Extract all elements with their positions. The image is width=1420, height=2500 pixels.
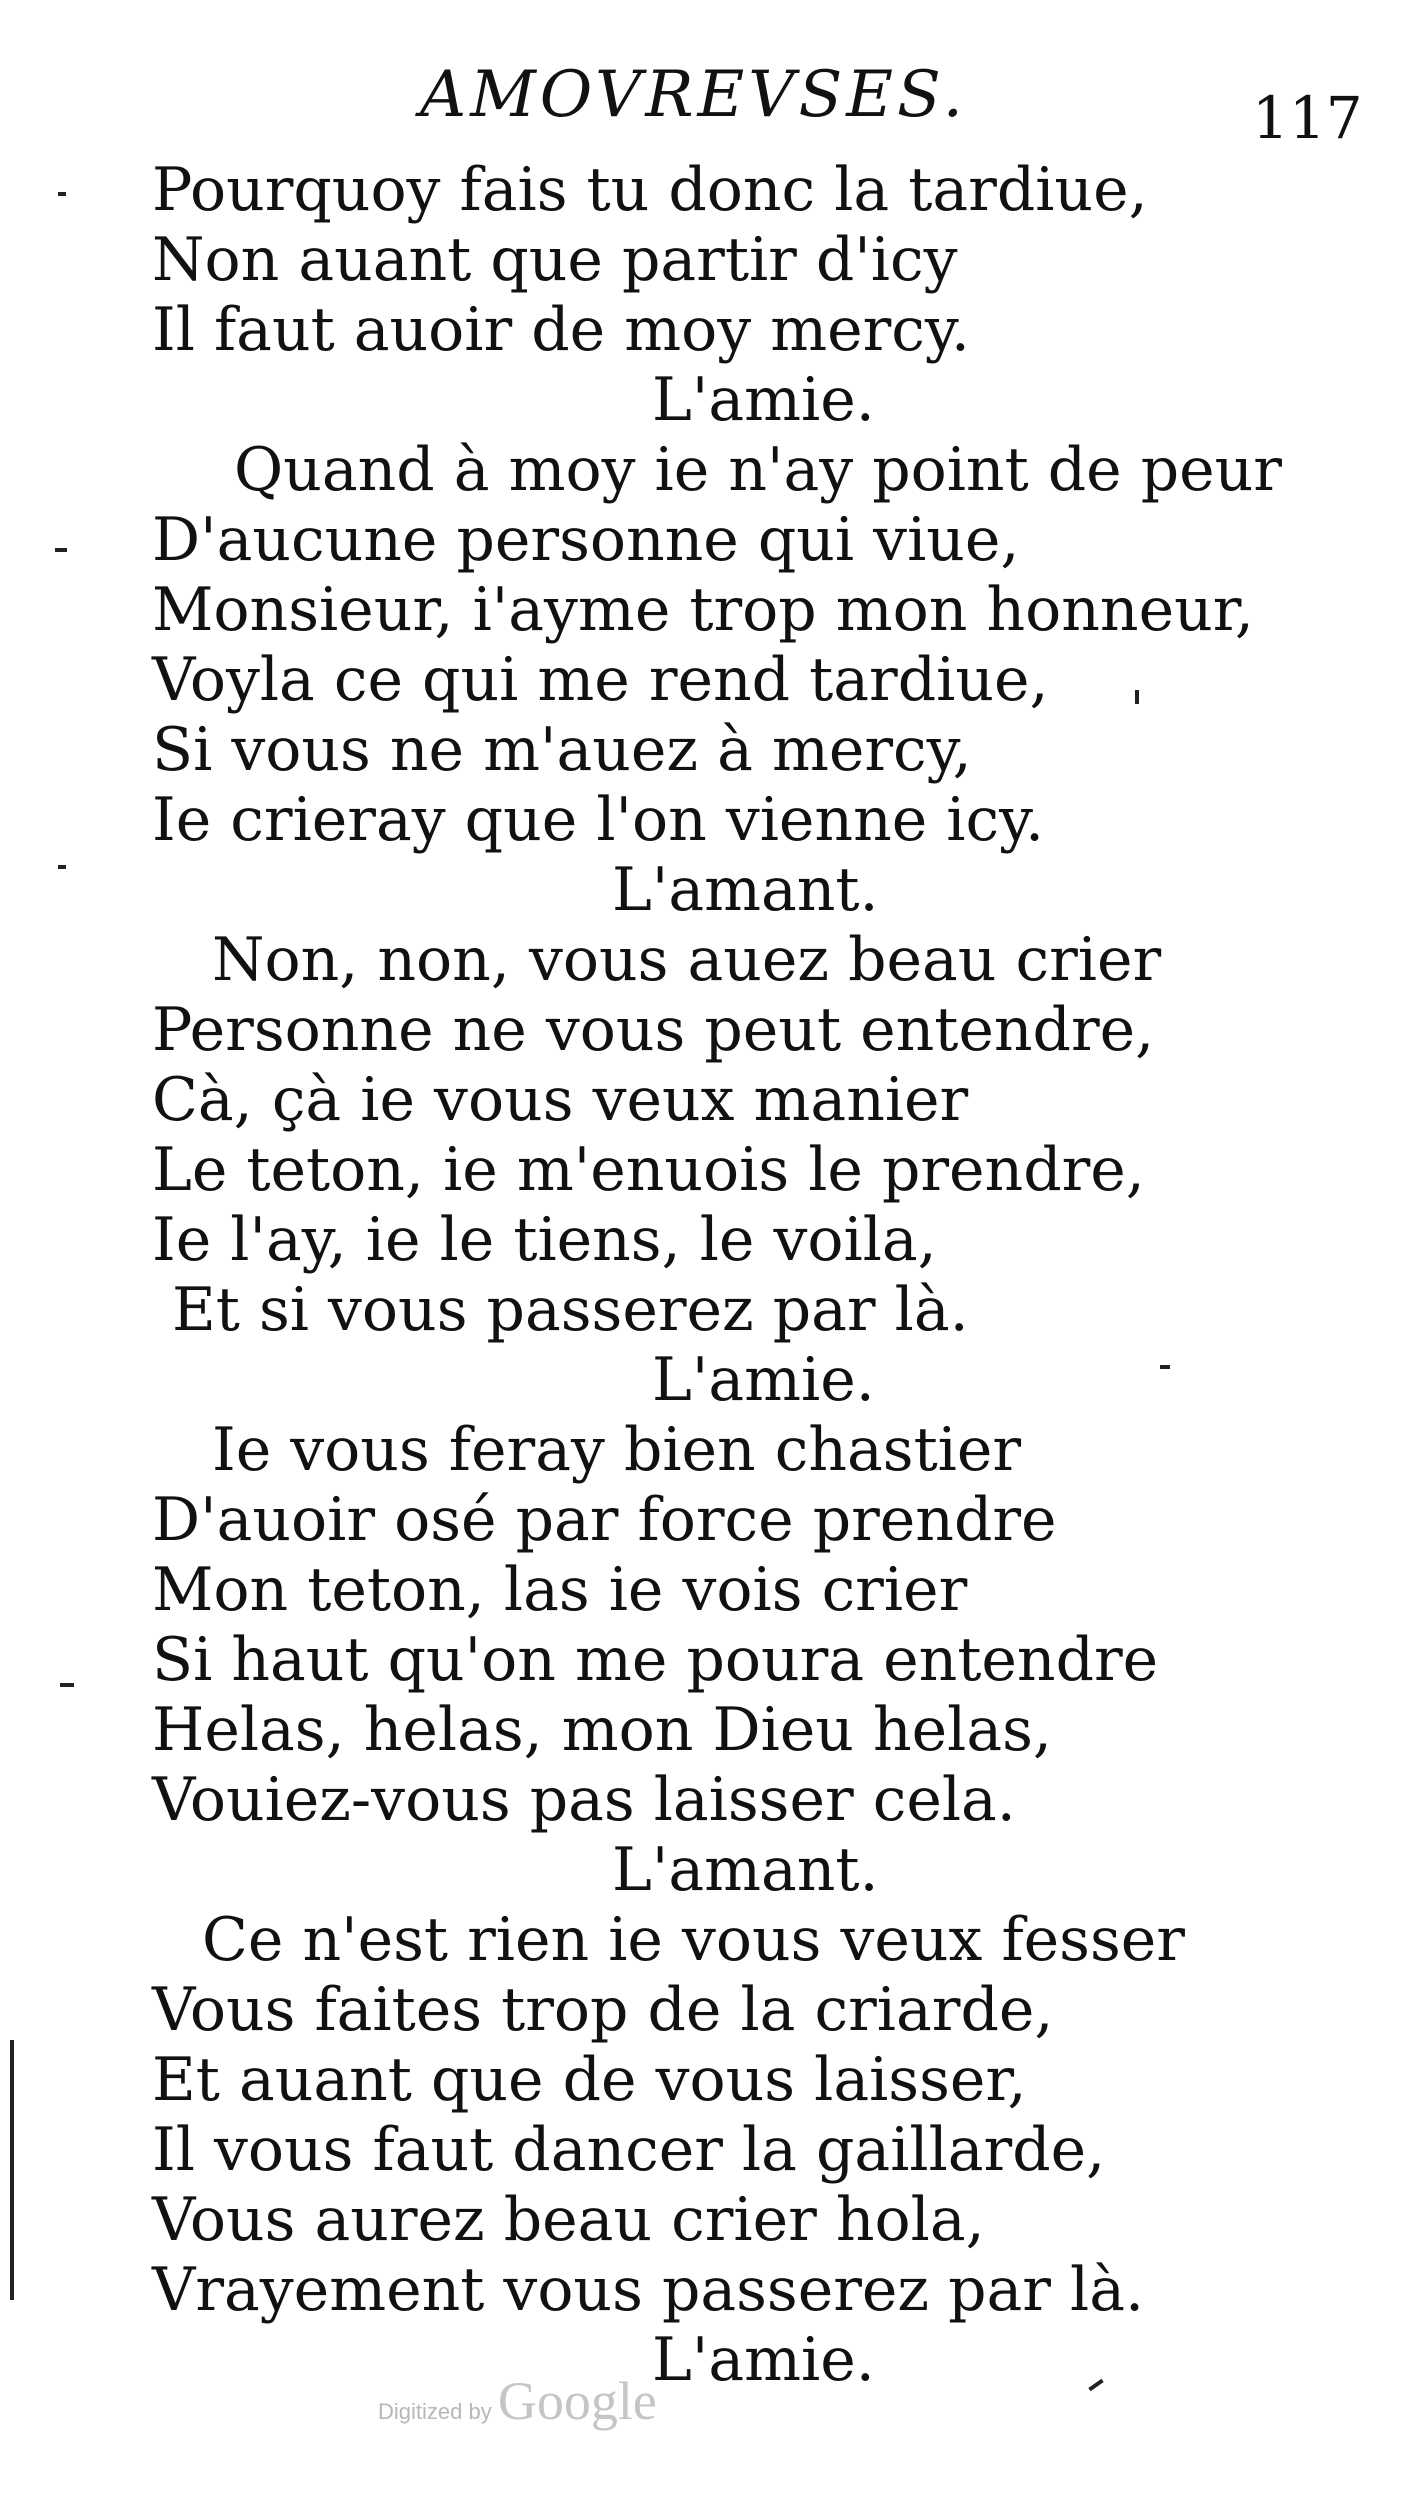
speaker-label: L'amie. <box>652 1345 875 1415</box>
verse-line: Il faut auoir de moy mercy. <box>152 295 970 365</box>
verse-line: Cà, çà ie vous veux manier <box>152 1065 969 1135</box>
scan-speck <box>58 192 66 196</box>
verse-line: D'auoir osé par force prendre <box>152 1485 1057 1555</box>
scan-speck <box>1160 1365 1170 1369</box>
verse-line: Quand à moy ie n'ay point de peur <box>234 435 1282 505</box>
verse-line: Vous faites trop de la criarde, <box>152 1975 1054 2045</box>
verse-block <box>152 155 1282 2395</box>
verse-line: Ce n'est rien ie vous veux fesser <box>202 1905 1185 1975</box>
scan-speck <box>60 1683 74 1687</box>
verse-line: Non, non, vous auez beau crier <box>212 925 1162 995</box>
verse-line: Si haut qu'on me poura entendre <box>152 1625 1159 1695</box>
verse-line: Et si vous passerez par là. <box>172 1275 969 1345</box>
scan-speck <box>55 548 67 552</box>
verse-line: Le teton, ie m'enuois le prendre, <box>152 1135 1145 1205</box>
verse-line: Vous aurez beau crier hola, <box>152 2185 985 2255</box>
verse-line: Vouiez-vous pas laisser cela. <box>152 1765 1016 1835</box>
digitized-watermark <box>378 2370 657 2432</box>
verse-line: Ie l'ay, ie le tiens, le voila, <box>152 1205 937 1275</box>
verse-line: Helas, helas, mon Dieu helas, <box>152 1695 1052 1765</box>
speaker-label: L'amant. <box>612 855 879 925</box>
verse-line: Si vous ne m'auez à mercy, <box>152 715 972 785</box>
verse-line: Personne ne vous peut entendre, <box>152 995 1155 1065</box>
speaker-label: L'amie. <box>652 365 875 435</box>
page-number: 117 <box>1252 84 1363 152</box>
scan-speck <box>58 865 66 869</box>
watermark-prefix: Digitized by <box>378 2399 492 2424</box>
verse-line: Mon teton, las ie vois crier <box>152 1555 968 1625</box>
speaker-label: L'amant. <box>612 1835 879 1905</box>
verse-line: Il vous faut dancer la gaillarde, <box>152 2115 1106 2185</box>
verse-line: Ie vous feray bien chastier <box>212 1415 1022 1485</box>
verse-line: Monsieur, i'ayme trop mon honneur, <box>152 575 1254 645</box>
speaker-label: L'amie. <box>652 2325 875 2395</box>
running-title: AMOVREVSES. <box>420 58 967 132</box>
verse-line: Non auant que partir d'icy <box>152 225 958 295</box>
verse-line: Vrayement vous passerez par là. <box>152 2255 1145 2325</box>
verse-line: Et auant que de vous laisser, <box>152 2045 1027 2115</box>
verse-line: Voyla ce qui me rend tardiue, <box>152 645 1049 715</box>
scan-speck <box>1135 690 1139 704</box>
verse-line: Pourquoy fais tu donc la tardiue, <box>152 155 1148 225</box>
verse-line: Ie crieray que l'on vienne icy. <box>152 785 1045 855</box>
watermark-brand: Google <box>497 2371 657 2431</box>
scan-margin-mark <box>10 2040 14 2300</box>
verse-line: D'aucune personne qui viue, <box>152 505 1020 575</box>
